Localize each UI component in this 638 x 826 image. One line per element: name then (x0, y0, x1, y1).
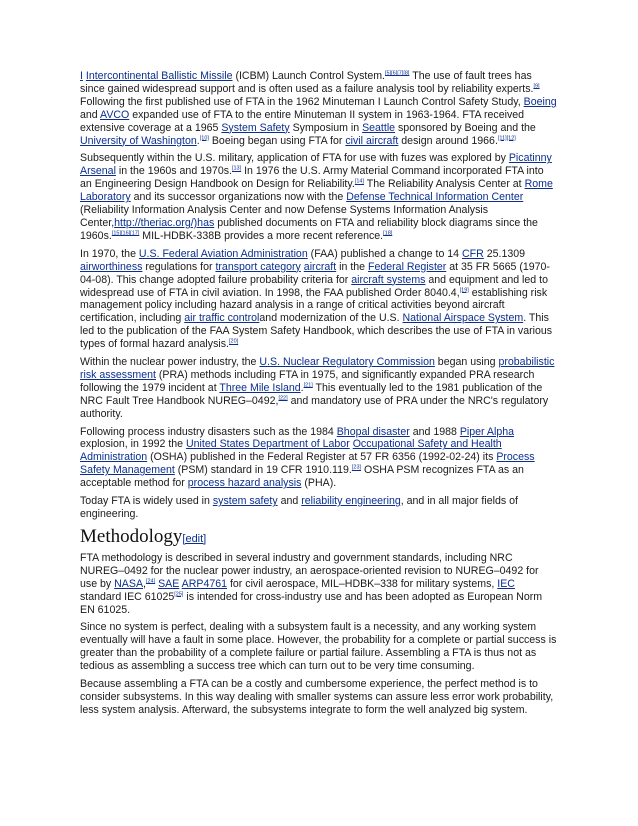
text-run: Following the first published use of FTA in the 1962 Minuteman I Launch Control Safety Study, (80, 95, 524, 108)
text-run: expanded use of FTA to the entire Minuteman II system in 1963-1964. FTA received extensive coverage at a 1965 (80, 108, 525, 134)
wiki-link[interactable]: http://theriac.org/)has (114, 216, 215, 229)
wiki-link[interactable]: system safety (212, 495, 278, 508)
text-run: published documents on FTA and reliability block diagrams since the 1960s. (80, 216, 538, 242)
text-run: for civil aerospace, MIL–HDBK–338 for military systems, (227, 577, 498, 590)
citation-ref[interactable]: [10] (199, 135, 209, 141)
text-run: (OSHA) published in the Federal Register at 57 FR 6356 (1992-02-24) its (147, 451, 497, 464)
text-run: This eventually led to the 1981 publication of the NRC Fault Tree Handbook NUREG–0492, (80, 381, 543, 407)
wiki-link[interactable]: United States Department of Labor (186, 438, 350, 451)
section-heading-methodology (80, 526, 558, 550)
wiki-link[interactable]: aircraft systems (351, 273, 426, 286)
method-para-3 (80, 678, 558, 717)
text-run: in the (336, 260, 368, 273)
wiki-link[interactable]: Process Safety Management (80, 451, 535, 477)
wiki-link[interactable]: airworthiness (80, 260, 143, 273)
citation-ref[interactable]: [20] (228, 338, 239, 345)
text-run: (PRA) methods including FTA in 1975, and significantly expanded PRA research following the 1979 incident at (80, 368, 535, 394)
history-para-3 (80, 248, 558, 351)
article-body (80, 70, 558, 722)
history-para-6 (80, 495, 558, 521)
citation-ref[interactable]: [21] (303, 382, 313, 389)
wiki-link[interactable]: U.S. Nuclear Regulatory Commission (259, 356, 435, 369)
citation-ref[interactable]: [19] (459, 286, 469, 293)
history-para-4 (80, 356, 558, 421)
wiki-link[interactable]: Piper Alpha (459, 425, 515, 438)
history-para-5 (80, 426, 558, 491)
citation-ref[interactable]: [14] (354, 178, 365, 185)
wiki-link[interactable]: IEC (497, 577, 515, 590)
wiki-link[interactable]: Boeing (523, 95, 557, 108)
edit-section-link[interactable]: [edit] (182, 532, 207, 545)
wiki-link[interactable]: air traffic control (184, 312, 260, 325)
text-run: . This led to the publication of the FAA System Safety Handbook, which describes the use of FTA in various types of formal hazard analysis. (80, 312, 553, 351)
text-run: and 1988 (409, 425, 460, 438)
text-run: and mandatory use of PRA under the NRC's regulatory authority. (80, 394, 549, 420)
text-run: (PHA). (301, 477, 337, 490)
text-run: explosion, in 1992 the (80, 438, 187, 451)
citation-ref[interactable]: [23] (351, 464, 362, 471)
wiki-link[interactable]: reliability engineering (301, 495, 401, 508)
text-run: Subsequently within the U.S. military, application of FTA for use with fuzes was explored by (80, 152, 509, 165)
citation-ref[interactable]: [24] (145, 578, 156, 585)
text-run: OSHA PSM recognizes FTA as an acceptable method for (80, 464, 524, 490)
text-run: Because assembling a FTA can be a costly and cumbersome experience, the perfect method is to consider subsystems. In this way dealing with smaller systems can assure less error work probability, less system analysis. Afterward, the subsystems integrate to form the well analyzed big system. (80, 678, 554, 716)
wiki-link[interactable]: Occupational Safety and Health Administration (80, 438, 502, 464)
wiki-link[interactable]: civil aircraft (345, 134, 399, 147)
citation-ref[interactable]: [25] (174, 591, 184, 598)
wiki-link[interactable]: SAE (158, 577, 180, 590)
text-run: . (196, 134, 200, 147)
text-run: standard IEC 61025 (80, 590, 175, 603)
text-run: , and in all major fields of engineering. (80, 495, 518, 520)
text-run: (FAA) published a change to 14 (307, 247, 463, 260)
citation-ref[interactable]: [5][6][7][8] (385, 70, 410, 77)
text-run: (ICBM) Launch Control System. (232, 70, 385, 82)
text-run: Following process industry disasters such as the 1984 (80, 425, 337, 438)
wiki-link[interactable]: ARP4761 (181, 577, 228, 590)
text-run: Within the nuclear power industry, the (80, 356, 260, 369)
wiki-link[interactable]: NASA (114, 577, 144, 590)
text-run: at 35 FR 5665 (1970-04-08). This change adopted failure probability criteria for (80, 260, 550, 286)
wiki-link[interactable]: Seattle (362, 121, 396, 134)
text-run: is intended for cross-industry use and has been adopted as European Norm EN 61025. (80, 590, 543, 616)
text-run: The Reliability Analysis Center at (364, 178, 525, 191)
wiki-link[interactable]: I (80, 70, 83, 82)
text-run: Since no system is perfect, dealing with a subsystem fault is a necessity, and any working system eventually will have a fault in some place. However, the probability for a complete or partial success is greater than the probability of a complete failure or partial failure. Assembling a FTA is thus not as tedious as assembling a success tree which can turn out to be very time consuming. (80, 621, 557, 673)
wiki-link[interactable]: Bhopal disaster (336, 425, 410, 438)
text-run: and equipment and led to widespread use of FTA in civil aviation. In 1998, the FAA published Order 8040.4, (80, 273, 548, 299)
history-para-2 (80, 152, 558, 242)
history-para-1 (80, 70, 558, 147)
method-para-2 (80, 621, 558, 673)
text-run: sponsored by Boeing and the (395, 121, 536, 134)
wiki-link[interactable]: University of Washington (80, 134, 197, 147)
wiki-link[interactable]: Rome Laboratory (80, 178, 553, 204)
wiki-link[interactable]: System Safety (221, 121, 290, 134)
wiki-link[interactable]: aircraft (303, 260, 337, 273)
text-run: . (300, 381, 304, 394)
citation-ref[interactable]: [22] (278, 395, 288, 402)
wiki-link[interactable]: National Airspace System (402, 312, 524, 325)
citation-ref[interactable]: [11][12] (497, 135, 516, 141)
wiki-link[interactable]: Defense Technical Information Center (346, 191, 524, 204)
methodology-section (80, 552, 558, 717)
text-run: and (80, 108, 101, 121)
wiki-link[interactable]: transport category (215, 260, 301, 273)
history-section (80, 70, 558, 521)
citation-ref[interactable]: [15][16][17] (111, 230, 140, 237)
text-run: and modernization of the U.S. (259, 312, 403, 325)
citation-ref[interactable]: [13] (231, 165, 242, 172)
text-run: and its successor organizations now with the (130, 191, 347, 204)
wiki-link[interactable]: Intercontinental Ballistic Missile (85, 70, 233, 82)
wiki-link[interactable]: AVCO (100, 108, 130, 121)
wiki-link[interactable]: process hazard analysis (187, 477, 302, 490)
text-run: Today FTA is widely used in (80, 495, 213, 508)
text-run: Symposium in (289, 121, 363, 134)
wiki-link[interactable]: Federal Register (368, 260, 447, 273)
text-run: regulations for (142, 260, 216, 273)
text-run: (Reliability Information Analysis Center and now Defense Systems Information Analysis Center, (80, 204, 489, 229)
text-run: In 1970, the (80, 247, 139, 260)
wiki-link[interactable]: probabilistic risk assessment (80, 356, 555, 381)
text-run: Boeing began using FTA for (208, 134, 346, 147)
section-title: Methodology (80, 525, 183, 547)
citation-ref[interactable]: [9] (533, 83, 540, 90)
text-run: FTA methodology is described in several industry and government standards, including NRC NUREG–0492 for the nuclear power industry, an aerospace-oriented revision to NUREG–0492 for use by (80, 551, 539, 590)
wiki-link[interactable]: U.S. Federal Aviation Administration (138, 247, 308, 260)
text-run: establishing risk management policy including hazard analysis in a range of critical activities beyond aircraft certification, including (80, 286, 548, 325)
wiki-link[interactable]: Three Mile Island (219, 381, 301, 394)
text-run: began using (434, 356, 499, 369)
text-run: 25.1309 (483, 247, 526, 260)
text-run: , (143, 577, 146, 590)
text-run: and (277, 495, 302, 508)
text-run: design around 1966. (398, 134, 498, 147)
text-run: (PSM) standard in 19 CFR 1910.119. (174, 464, 352, 477)
text-run: in the 1960s and 1970s. (115, 165, 232, 178)
wiki-link[interactable]: Picatinny Arsenal (80, 152, 552, 178)
method-para-1 (80, 552, 558, 617)
wiki-link[interactable]: CFR (462, 247, 484, 260)
citation-ref[interactable]: [18] (383, 230, 393, 237)
text-run: MIL-HDBK-338B provides a more recent reference. (139, 229, 384, 242)
text-run: The use of fault trees has since gained widespread support and is often used as a failure analysis tool by reliability experts. (80, 70, 534, 95)
text-run: In 1976 the U.S. Army Material Command incorporated FTA into an Engineering Design Handbook on Design for Reliability. (80, 165, 544, 191)
